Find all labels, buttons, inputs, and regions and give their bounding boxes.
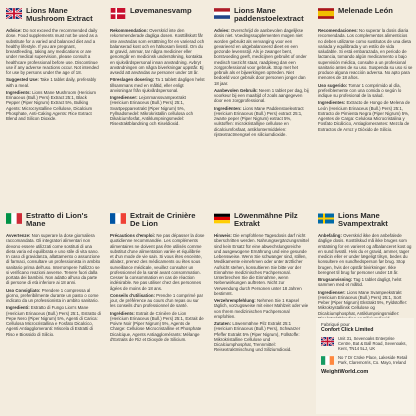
ingredients-text: Ingrédients: Extrait de Crinière de Lion (Hericium Erinaceus (Bull.) Pers) 25:1, Extrait de Poivre Noir (Piper Nigrum) 5%, Agents de Charge: Cellulose Microcristalline et Phosphate Dicalcique, Agents Antiagglomérants: Mélange d'Extraits de Riz et Dioxyde de Silicium. <box>110 310 204 342</box>
column-title: Lions Mane Mushroom Extract <box>26 6 93 24</box>
ingredients-text: Ingredientes: Extracto de Hongo de Melena de León (Hericium Erinaceus (Bull.) Pers) 25:1, Extracto de Pimienta Negra (Piper Nigrum) 5%, Agentes de Carga: Celulosa Microcristalina y Fosfato Dicálcico, Antiaglomerantes: Mezcla de Extractos de Arroz y Dióxido de Silicio. <box>318 100 410 132</box>
ingredients-text: Ingredienser: Lejonmanssvampextrakt (Hericium Erinaceus (Bull.) Pers) 25:1, Svartpepparextrakt (Piper Nigrum) 5%, Fyllnadsmedel: Mikrokristallin cellulosa och Dikalciumfosfat, Antiklumpningsmedel: Risextraktblandning och Kiseldioxid. <box>110 95 194 127</box>
column-header <box>110 7 205 25</box>
sweden-flag-icon <box>318 213 334 224</box>
manufacturer-name: Confort Click Limited <box>321 327 374 334</box>
column-body <box>6 28 101 121</box>
usage-text: Verzehrempfehlung: Nehmen Sie 1 Kapsel täglich, vorzugsweise mit einer Mahlzeit oder wie von Ihrem medizinischen Fachpersonal empfohlen. <box>214 298 309 319</box>
usage-text: Suggested Use: Take 1 tablet daily, preferably with a meal. <box>6 77 97 88</box>
ireland-flag-icon <box>321 356 334 365</box>
ie-address <box>321 355 409 365</box>
advice-text: Hinweis: Die empfohlene Tagesdosis darf nicht überschritten werden. Nahrungsergänzungsmittel sind kein Ersatz für eine abwechslungsreiche und ausgewogene Ernährung und eine gesunde Lebensweise. Wenn Sie schwanger sind, stillen, Medikamente einnehmen oder unter ärztlicher Aufsicht stehen, konsultieren Sie bitte vor der Einnahme medizinisches Fachpersonal. Unterbrechen Sie die Einnahme, wenn Nebenwirkungen auftreten. Nicht zur Verwendung durch Personen unter 18 Jahren bestimmt. <box>214 233 309 296</box>
top-row <box>0 0 416 205</box>
column-fr <box>104 205 208 416</box>
advice-text: Advice: Do not exceed the recommended daily dose. Food supplements must not be used as a substitute for a varied and balanced diet and a healthy lifestyle. If you are pregnant, breastfeeding, taking any medications or are under medical supervision, please consult a healthcare professional before use. Discontinue use if any adverse reactions occur. Not intended for use by persons under the age of 18. <box>6 28 99 75</box>
usage-text: Uso Consigliato: Prendere 1 compressa al giorno, preferibilmente durante un pasto o come indicato da un professionista in ambito sanitario. <box>6 287 99 303</box>
advice-text: Advies: Overschrijd de aanbevolen dagelijkse dosis niet. Voedingssupplementen mogen niet worden gebruikt als vervanging voor een gevarieerd en uitgebalanceerd dieet en een gezonde levensstijl. Als je zwanger bent, borstvoeding geeft, medicijnen gebruikt of onder medisch toezicht staat, raadpleeg dan een zorgprofessional voor gebruik. Stop met het gebruik als er bijwerkingen optreden. Niet bedoeld voor gebruik door personen jonger dan 18 jaar. <box>214 28 307 86</box>
column-nl <box>208 0 312 205</box>
website-link[interactable]: WeightWorld.com <box>321 369 369 376</box>
uk-flag-icon <box>321 337 334 346</box>
usage-text: Brugsanvisning: Tag 1 tablet dagligt, helst sammen med et måltid. <box>318 277 402 288</box>
advice-text: Précautions d'emploi: Ne pas dépasser la dose quotidienne recommandée. Les compléments alimentaires ne doivent pas être utilisés comme substitut d'une alimentation variée et équilibrée et d'un mode de vie sain. Si vous êtes enceinte, allaitez, prenez des médicaments ou êtes sous surveillance médicale, veuillez consulter un professionnel de la santé avant consommation. Cesser la consommation en cas de réaction indésirable. Ne pas utiliser chez des personnes âgées de moins de 18 ans. <box>110 233 205 291</box>
column-body <box>110 28 205 127</box>
usage-text: Conseils d'utilisation: Prendre 1 comprimé par jour, de préférence au cours d'un repas ou sur les conseils d'un professionnel de santé. <box>110 292 204 309</box>
column-title: Lions Mane paddenstoelextract <box>234 6 304 24</box>
manufacturer-box <box>316 318 414 414</box>
uk-address <box>321 336 409 351</box>
column-header <box>214 7 309 25</box>
column-header <box>318 7 413 25</box>
germany-flag-icon <box>214 213 230 224</box>
ingredients-text: Ingredienser: Lions Mane Svampeekstrakt (Hericium Erinaceus (Bull.) Pers) 25:1, Sort Peber (Piper Nigrum) Ekstrakt 5%, Fyldstoffer: Mikrokrystallinsk Cellulose og Dicalciumphosphat, Antiklumpningsmidler: <box>318 289 408 316</box>
usage-text: Aanbevolen Gebruik: Neem 1 tablet per dag, bij voorkeur bij een maaltijd of zoals aangegeven door een zorgprofessional. <box>214 87 309 104</box>
column-title: Löwenmähne Pilz Extrakt <box>234 211 298 229</box>
column-body <box>110 233 205 342</box>
column-title: Estratto di Lion's Mane <box>26 211 88 229</box>
advice-text: Anbefaling: Overskrid ikke den anbefalede daglige dosis. Kosttilskud må ikke bruges som erstatning for en varieret og afbalanceret kost og en sund livsstil. Hvis du er gravid, ammer, tager medicin eller er under lægeligt tilsyn, bedes du konsultere en sundhedsperson før brug. Stop brugen, hvis der opstår bivirkninger. Ikke beregnet til brug for personer under 18 år. <box>318 233 412 275</box>
uk-address-text: Unit 31, Sevenoaks Enterprise Centre, Bat & Ball Road, Sevenoaks, Kent, TN14 5LJ, UK <box>338 336 407 352</box>
column-header <box>110 212 205 230</box>
column-header <box>6 212 101 230</box>
advice-text: Recomendaciones: No superar la dosis diaria recomendada. Los complementos alimenticios no deben utilizarse como sustitutos de una dieta variada y equilibrada y un estilo de vida saludable. Si está embarazada, en periodo de lactancia, tomando algún medicamento o bajo supervisión médica, consulte a un profesional sanitario antes de su uso. Suspenda su uso si se produce alguna reacción adversa. No apto para menores de 18 años. <box>318 28 413 81</box>
usage-text: Uso sugerido: Tomar 1 comprimido al día, preferiblemente con una comida o según lo indique su profesional de la salud. <box>318 82 402 98</box>
usage-text: Föreslagen dosering: Ta 1 tablett dagligen helst tillsammans med en måltid, eller enligt anvisningar från sjukvårdspersonal. <box>110 77 205 93</box>
column-body <box>318 28 413 132</box>
column-header <box>214 212 309 230</box>
column-title: Melenade León <box>338 6 393 15</box>
ingredients-text: Ingredienti: Estratto di Fungo Lion's Mane (Hericium Erinaceus (Bull.) Pers) 25:1, Estratto di Pepe Nero (Piper Nigrum) 5%, Agenti di Carica: Cellulosa Microcristallina e Fosfato Dicalcico, Agenti Antiagglomeranti: Miscela di Estratti di Riso e Biossido di Silicio. <box>6 305 101 337</box>
advice-text: Avvertenze: Non superare la dose giornaliera raccomandata. Gli integratori alimentari non devono essere utilizzati come sostituti di una dieta varia ed equilibrata e uno stile di vita sano. In caso di gravidanza, allattamento o assunzione di farmaci, consultare un professionista in ambito sanitario prima dell'uso. Interrompere l'utilizzo se si verificano reazioni avverse. Tenere fuori dalla portata dei bambini. Non adatto all'uso da parte di persone di età inferiore ai 18 anni. <box>6 233 101 286</box>
column-es <box>312 0 416 205</box>
column-title: Løvemanesvamp <box>130 6 192 15</box>
netherlands-flag-icon <box>214 8 230 19</box>
column-de <box>208 205 312 416</box>
column-en <box>0 0 104 205</box>
denmark-flag-icon <box>110 8 126 19</box>
column-body <box>318 233 413 321</box>
ingredients-text: Zutaten: Löwenmähne Pilz Extrakt 25:1 (Hericium Erinaceus (Bull.) Pers), Schwarzer Pfeffer Extrakt 5% (Piper Nigrum), Füllstoffe: Mikrokristalline Cellulose und Dicalciumphosphat, Trennmittel: Reisextraktmischung und Siliziumdioxid. <box>214 321 301 353</box>
column-body <box>214 233 309 353</box>
spain-flag-icon <box>318 8 334 19</box>
ingredients-text: Ingrediënten: Lions Mane Paddenstoelextract (Hericium Erinaceus (Bull.) Pers) extract 25:1, zwarte peper (Piper Nigrum) extract 5%, vulstoffen: microkristallijne cellulose en dicalciumfosfaat, antiklontermiddelen: rijstextractmengsel en siliciumdioxide. <box>214 105 304 137</box>
manufacturer-label: Fabriqué pour <box>321 322 350 327</box>
column-header <box>6 7 101 25</box>
uk-flag-icon <box>6 8 22 19</box>
column-body <box>6 233 101 337</box>
ie-address-text: No 7 Dr Croke Place, Lakeside Retail Park, Claremorris, Co. Mayo, Ireland <box>338 355 408 366</box>
ingredients-text: Ingredients: Lions Mane Mushroom (Hericium Erinaceus (Bull.) Pers) Extract 25:1, Black Pepper (Piper Nigrum) Extract 5%, Bulking Agents: Microcrystalline Cellulose, Dicalcium Phosphate, Anti-Caking Agents: Rice Extract Blend and Silicon Dioxide. <box>6 89 97 121</box>
column-body <box>214 28 309 137</box>
column-dk <box>104 0 208 205</box>
column-title: Extrait de Crinière De Lion <box>130 211 196 229</box>
column-header <box>318 212 413 230</box>
france-flag-icon <box>110 213 126 224</box>
advice-text: Rekommendation: Overskrid inte den rekommenderade dagliga dosen. Kosttillskott får inte användas som ersättning för en varierad och balanserad kost och en hälsosam livsstil. Om du är gravid, ammar, tar några mediciner eller genomgår en medicinsk undersökning, kontakta en sjukvårdspersonal innan användning. Avbryt användningen om några biverkningar uppstår. Ej avsedd att användas av personer under 18 år. <box>110 28 205 75</box>
column-it <box>0 205 104 416</box>
italy-flag-icon <box>6 213 22 224</box>
column-title: Lions Mane Svampextrakt <box>338 211 388 229</box>
